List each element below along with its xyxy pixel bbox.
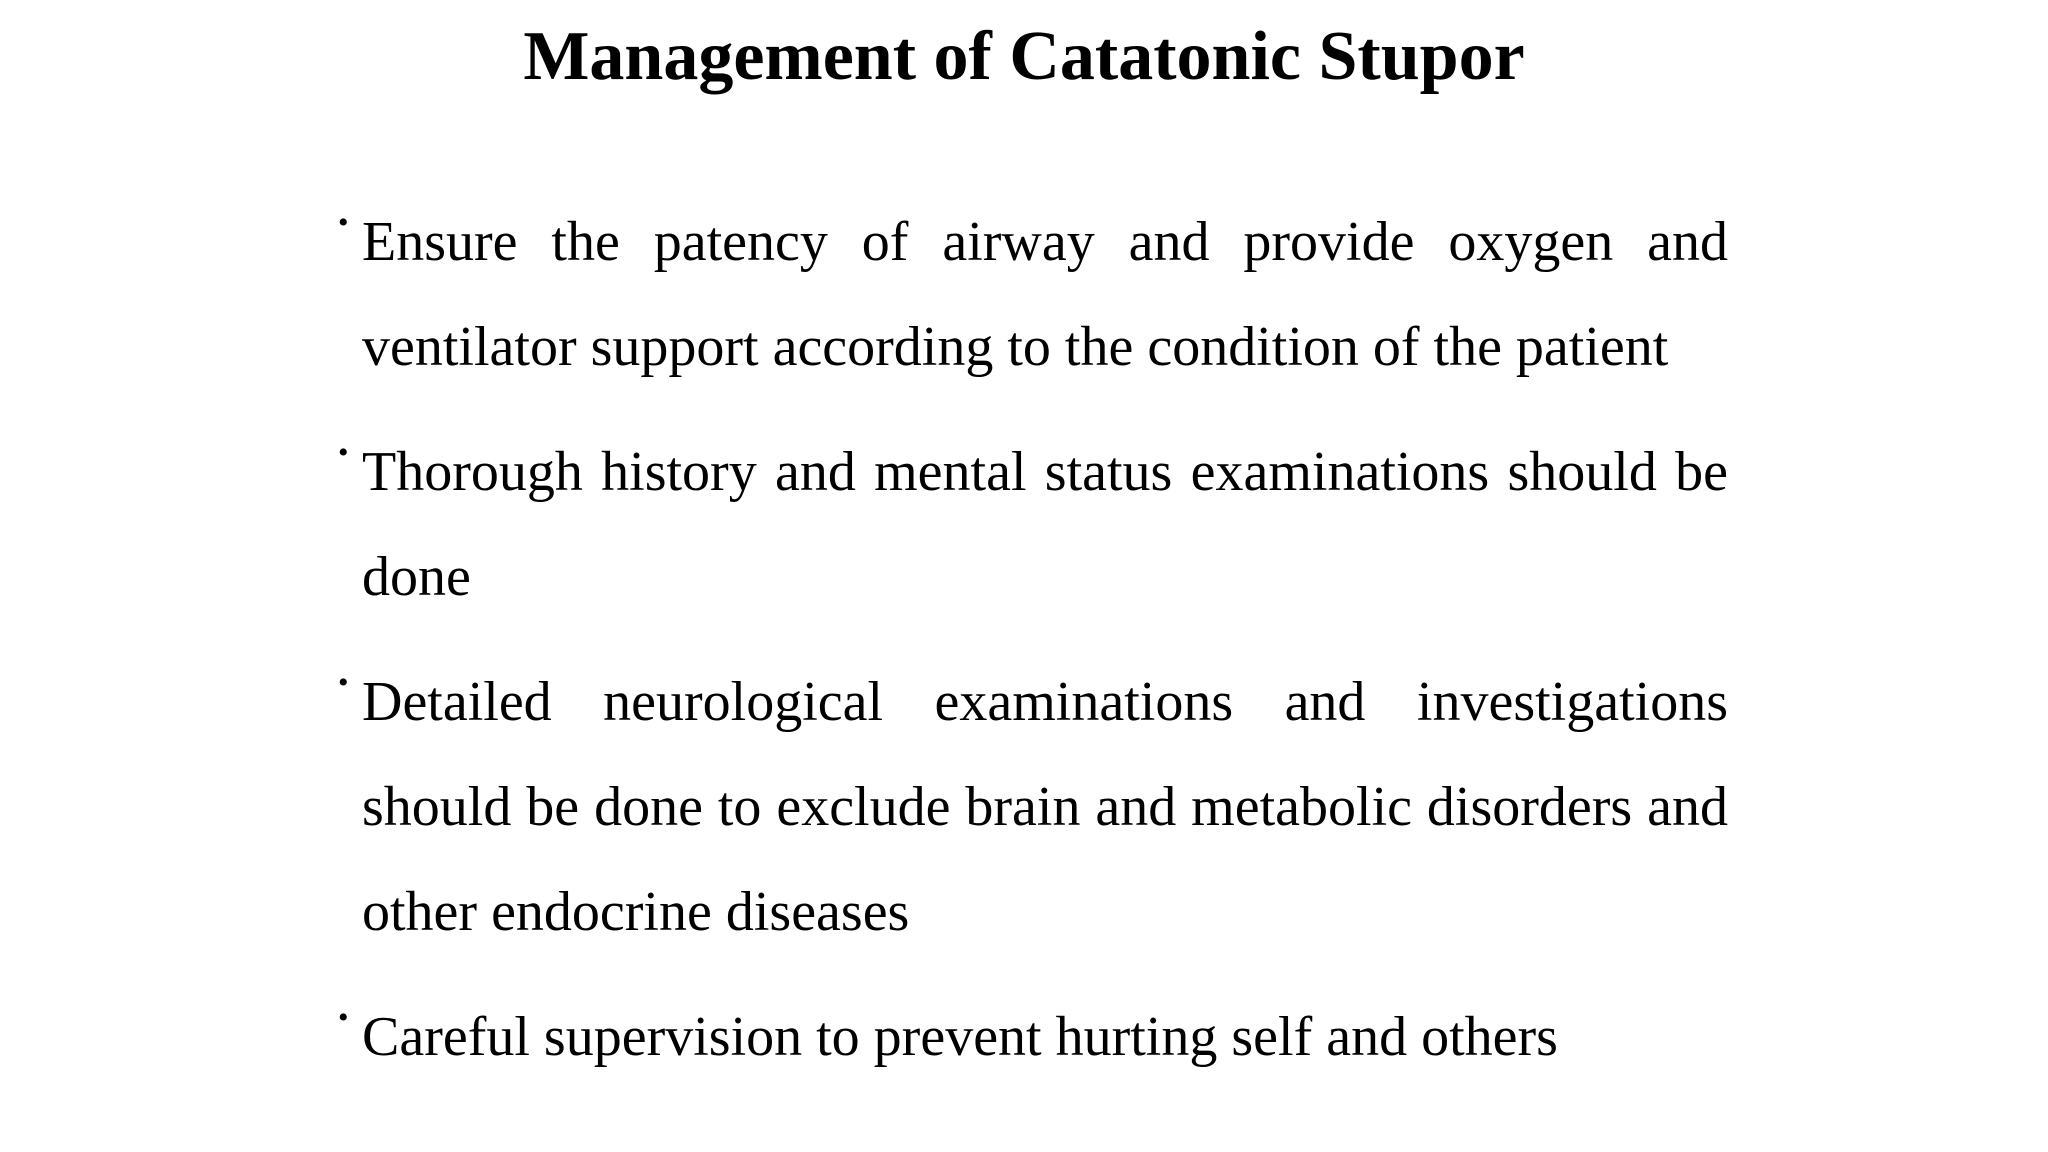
bullet-item xyxy=(338,650,1728,965)
bullet-item xyxy=(338,190,1728,400)
slide-title: Management of Catatonic Stupor xyxy=(523,18,1525,95)
bullet-dot-icon: • xyxy=(338,666,349,699)
bullet-dot-icon: • xyxy=(338,206,349,239)
bullet-item xyxy=(338,420,1728,630)
bullet-text: Detailed neurological examinations and investigations should be done to exclude brain and metabolic disorders and other endocrine diseases xyxy=(362,671,1728,943)
bullet-dot-icon: • xyxy=(338,1001,349,1034)
bullet-text: Thorough history and mental status examinations should be done xyxy=(362,441,1728,608)
bullet-text: Careful supervision to prevent hurting self and others xyxy=(362,1006,1558,1068)
bullet-text: Ensure the patency of airway and provide oxygen and ventilator support according to the condition of the patient xyxy=(362,211,1728,378)
bullet-item xyxy=(338,985,1728,1090)
bullet-list xyxy=(338,190,1728,1110)
bullet-dot-icon: • xyxy=(338,436,349,469)
